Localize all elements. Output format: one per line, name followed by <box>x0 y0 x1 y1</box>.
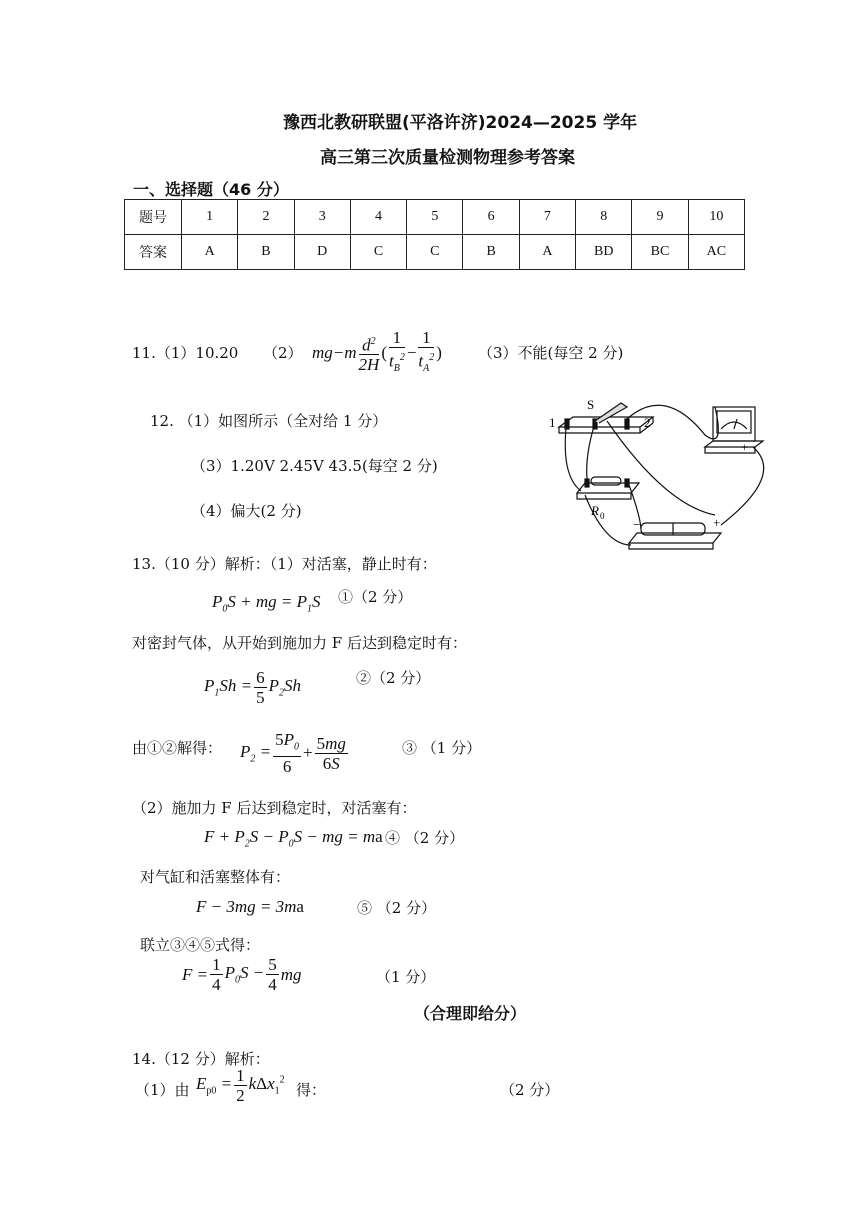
table-cell: A <box>519 235 575 270</box>
q11-formula: mg−m $\frac{d^2}{2H}$ ( $\frac{1}{t_B^2}$ − $\frac{1}{t_A^2}$ ) <box>312 328 442 378</box>
table-cell: C <box>350 235 406 270</box>
table-cell: 5 <box>407 200 463 235</box>
table-cell: A <box>182 235 238 270</box>
q14-eq1: $E_{p0}$ = $\frac{1}{2}$ kΔx$_1^2$ <box>196 1066 285 1105</box>
table-cell: B <box>238 235 294 270</box>
q13-eq2: $P_1Sh$ = $\frac{6}{5}$ $P_2Sh$ <box>204 668 302 707</box>
q14-lead: 14.（12 分）解析： <box>132 1050 270 1068</box>
section-heading-choice: 一、选择题（46 分） <box>133 180 289 199</box>
q13-eq6: F = $\frac{1}{4}$ $P_0S$ − $\frac{5}{4}$ mg <box>182 955 302 994</box>
q13-eq2-note: ②（2 分） <box>356 669 431 687</box>
label-s: S <box>587 397 595 412</box>
terminal-2 <box>625 419 629 429</box>
q13-eq3: $P_2$ = $\frac{5P_0}{6}$ + $\frac{5mg}{6S}$ <box>240 730 346 777</box>
label-r0-sub: 0 <box>600 511 605 521</box>
table-row <box>125 235 745 270</box>
q13-whole: 对气缸和活塞整体有： <box>140 868 291 886</box>
q13-eq4: $F + P_2S - P_0S$ − mg = ma <box>204 827 383 850</box>
table-cell: 4 <box>350 200 406 235</box>
table-cell: BD <box>576 235 632 270</box>
q13-solve-label: 由①②解得： <box>132 739 223 757</box>
q11-fraction: $\frac{d^2}{2H}$ <box>359 332 380 375</box>
table-cell: C <box>407 235 463 270</box>
q13-eq4-note: ④ （2 分） <box>385 829 465 847</box>
q13-combine: 联立③④⑤式得： <box>140 936 261 954</box>
doc-title: 豫西北教研联盟(平洛许济)2024—2025 学年 <box>283 113 638 133</box>
q11-part1: 11.（1）10.20 <box>132 344 239 362</box>
table-cell: 3 <box>294 200 350 235</box>
switch-lever <box>595 403 627 423</box>
q11-part3: （3）不能(每空 2 分) <box>478 344 624 362</box>
circuit-diagram <box>545 395 770 555</box>
q12-line2: （3）1.20V 2.45V 43.5(每空 2 分) <box>191 457 438 475</box>
table-cell: 6 <box>463 200 519 235</box>
table-cell: 10 <box>688 200 744 235</box>
q12-line1: 12. （1）如图所示（全对给 1 分） <box>150 412 388 430</box>
table-cell: 7 <box>519 200 575 235</box>
table-cell: B <box>463 235 519 270</box>
label-r0: R <box>591 503 599 518</box>
resistor-r0 <box>591 477 621 485</box>
q13-reasonable: （合理即给分） <box>414 1004 527 1023</box>
q13-part2: （2）施加力 F 后达到稳定时，对活塞有： <box>132 799 417 817</box>
q11-fraction-b: $\frac{1}{t_B^2}$ <box>388 328 405 375</box>
table-cell: D <box>294 235 350 270</box>
q11-expr-left: mg−m <box>312 343 357 363</box>
table-header-question: 题号 <box>125 200 182 235</box>
table-header-answer: 答案 <box>125 235 182 270</box>
table-cell: 1 <box>182 200 238 235</box>
q14-part1-note: （2 分） <box>500 1081 560 1099</box>
q13-eq6-note: （1 分） <box>376 968 436 986</box>
q13-eq3-note: ③ （1 分） <box>402 739 482 757</box>
doc-subtitle: 高三第三次质量检测物理参考答案 <box>320 148 575 168</box>
q13-eq5-note: ⑤ （2 分） <box>357 899 437 917</box>
table-cell: 8 <box>576 200 632 235</box>
table-cell: AC <box>688 235 744 270</box>
label-battery-plus: + <box>713 515 721 530</box>
table-row <box>125 200 745 235</box>
q13-lead: 13.（10 分）解析：（1）对活塞，静止时有： <box>132 555 437 573</box>
q13-para2: 对密封气体，从开始到施加力 F 后达到稳定时有： <box>132 634 467 652</box>
q13-eq1-note: ①（2 分） <box>338 588 413 606</box>
q14-part1-b: 得： <box>296 1081 327 1099</box>
label-2: 2 <box>644 415 651 430</box>
table-cell: BC <box>632 235 688 270</box>
q11-part2-label: （2） <box>263 344 303 362</box>
q11-fraction-a: $\frac{1}{t_A^2}$ <box>418 328 435 375</box>
label-meter-plus: + <box>741 440 748 454</box>
q13-eq5: F − 3mg = 3ma <box>196 897 304 916</box>
label-battery-minus: − <box>633 517 641 532</box>
table-cell: 2 <box>238 200 294 235</box>
table-cell: 9 <box>632 200 688 235</box>
q14-part1-a: （1）由 <box>135 1081 190 1099</box>
label-meter-minus: − <box>711 440 718 454</box>
answer-table <box>124 199 745 270</box>
q12-line3: （4）偏大(2 分) <box>191 502 302 520</box>
q13-eq1: $P_0S$ + mg = $P_1S$ <box>212 592 321 615</box>
label-1: 1 <box>549 415 556 430</box>
